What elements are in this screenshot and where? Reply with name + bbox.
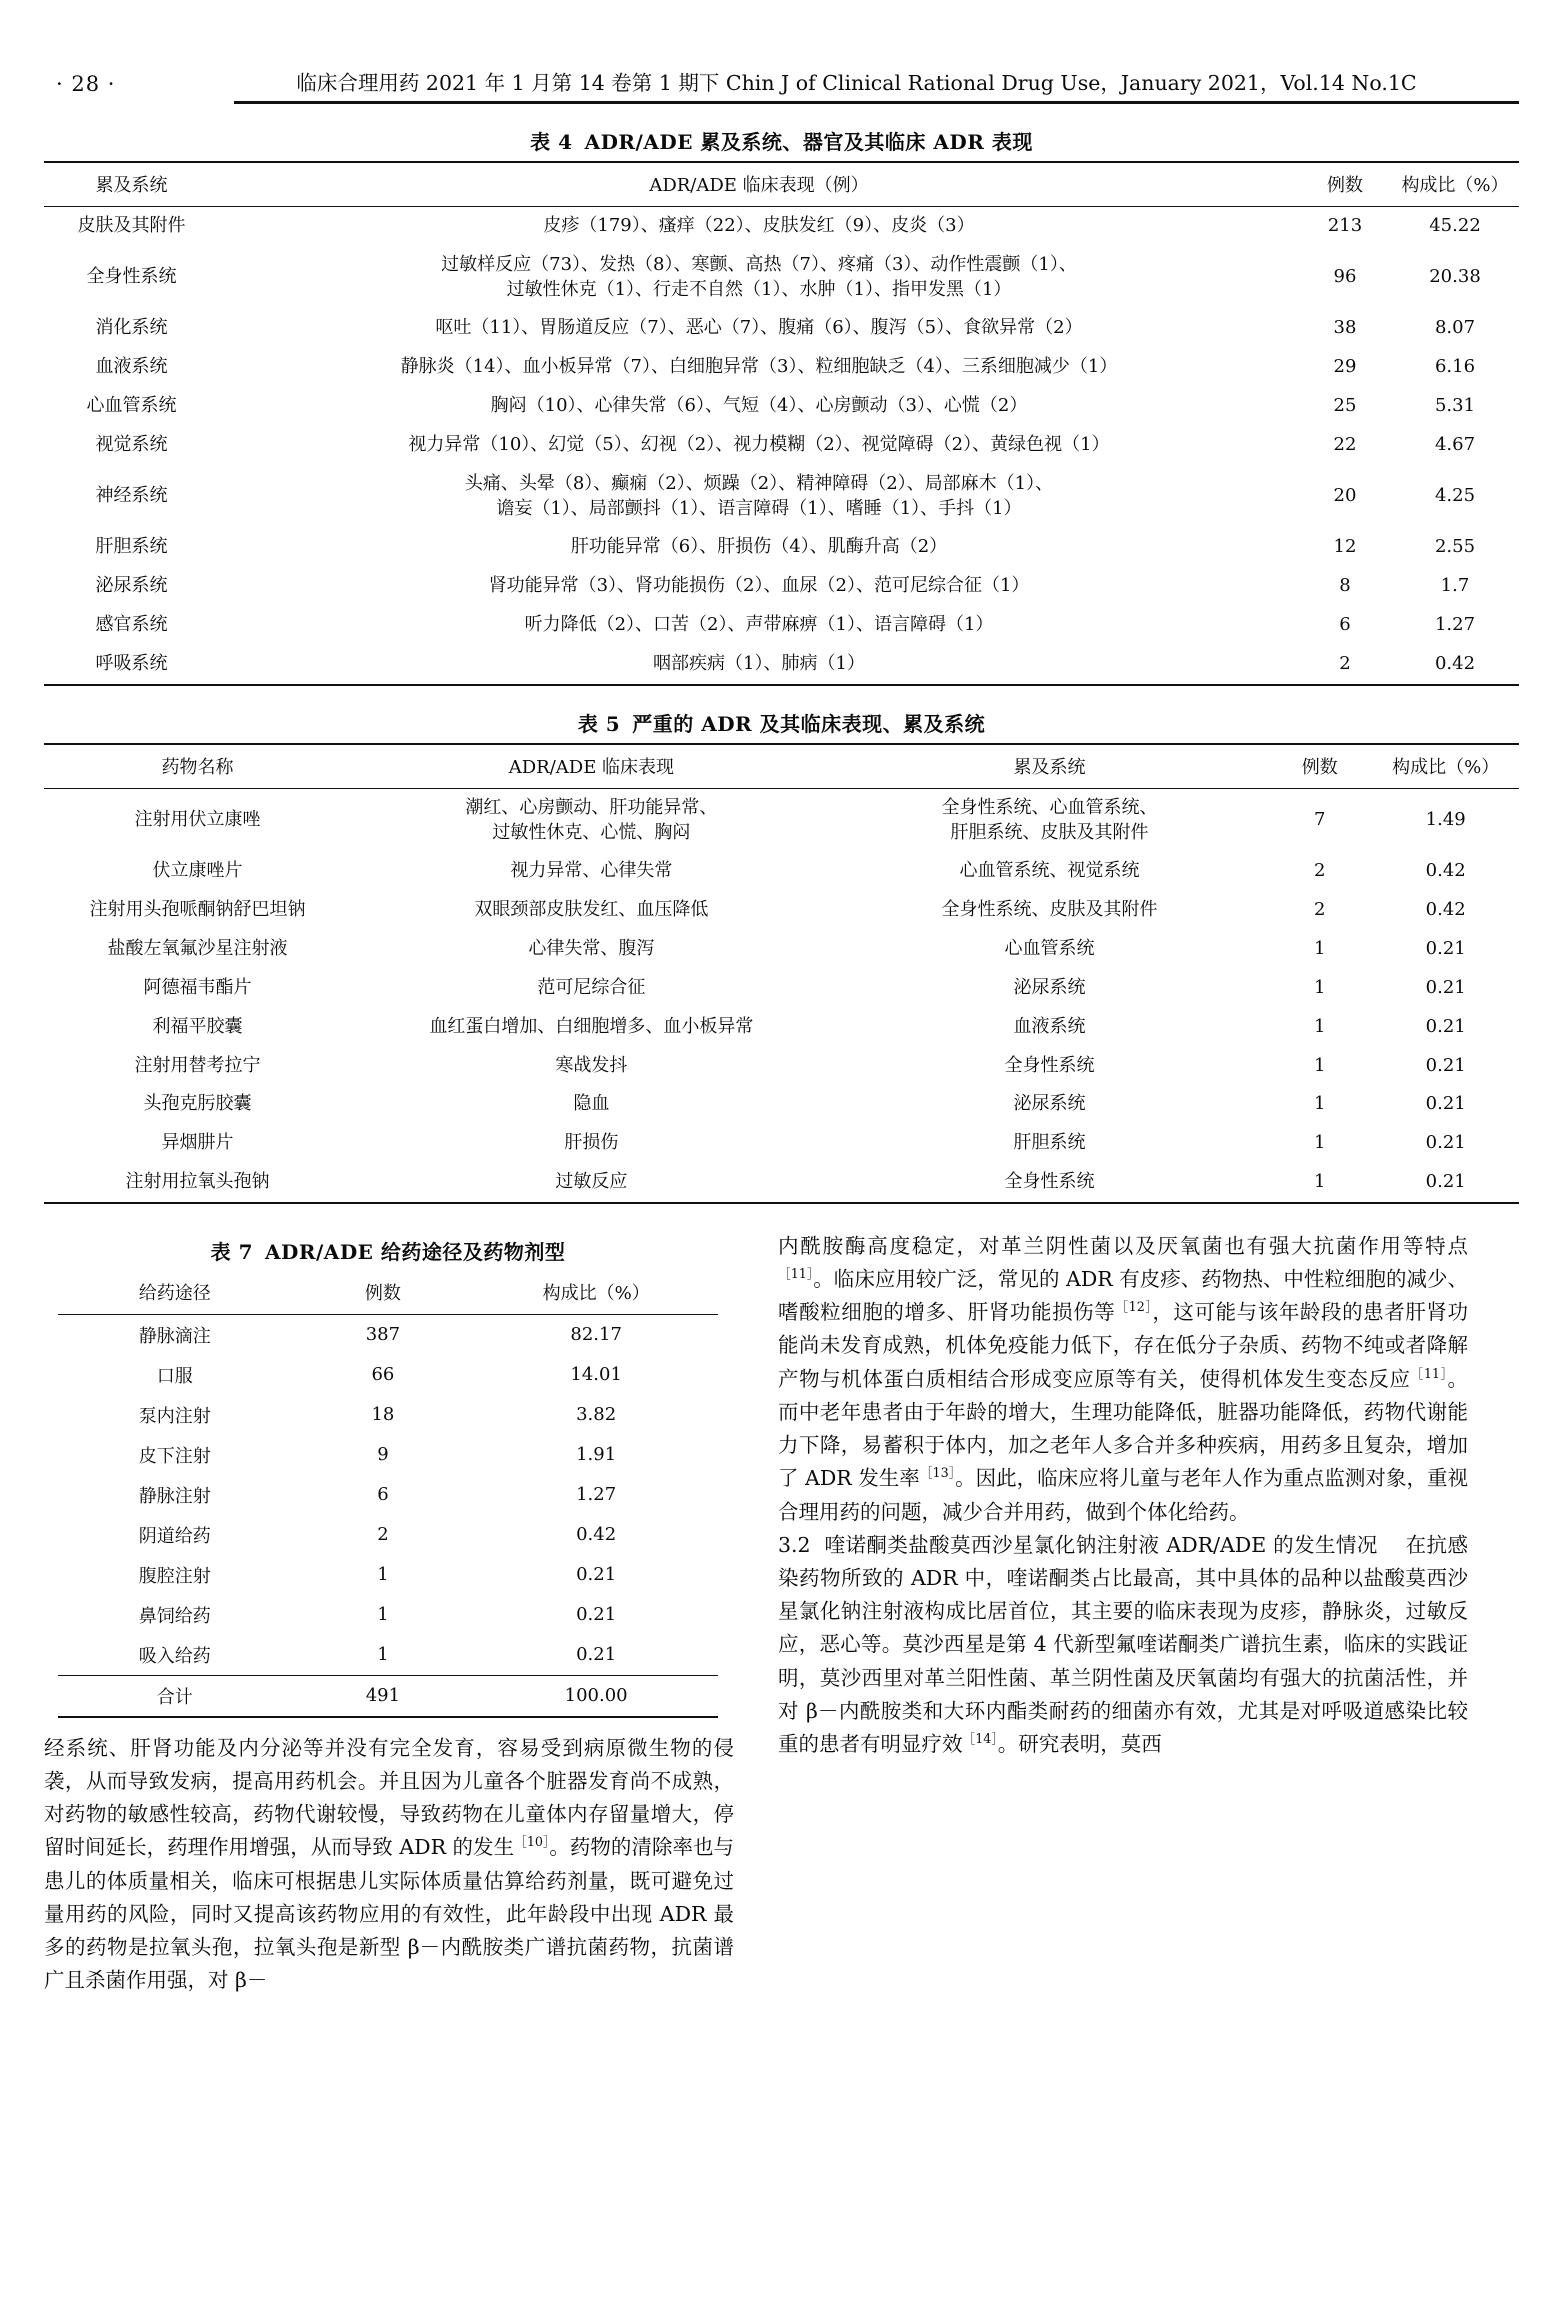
table5-caption: [44, 708, 1519, 737]
right-para-2b-text: 。研究表明，莫西: [997, 1731, 1162, 1756]
table5-cell-percent: 0.42: [1425, 860, 1466, 882]
table4-cell-manifest: 呕吐（11）、胃肠道反应（7）、恶心（7）、腹痛（6）、腹泻（5）、食欲异常（2）: [435, 317, 1083, 339]
table-row: [44, 528, 1519, 567]
right-para-1c-text: ，这可能与该年龄段的患者肝肾功能尚未发育成熟，机体免疫能力低下，存在低分子杂质、药物不纯或者降解产物与机体蛋白质相结合形成变应原等有关，使得机体发生变态反应: [778, 1300, 1469, 1391]
right-ref-11a: ［11］: [778, 1266, 814, 1282]
table4-cell-manifest: 肝功能异常（6）、肝损伤（4）、肌酶升高（2）: [570, 536, 948, 558]
table4-cell-manifest: 过敏样反应（73）、发热（8）、寒颤、高热（7）、疼痛（3）、动作性震颤（1）、 过敏性休克（1）、行走不自然（1）、水肿（1）、指甲发黑（1）: [441, 253, 1077, 300]
right-paragraph-1: [778, 1230, 1468, 1529]
table5-cell-count: 1: [1313, 1132, 1326, 1154]
table-row: [58, 1475, 718, 1515]
table5-cell-system: 全身性系统、皮肤及其附件: [941, 899, 1158, 921]
table4-col-count: 例数: [1299, 162, 1391, 207]
table4-cell-count: 22: [1333, 433, 1357, 455]
table-row: [58, 1314, 718, 1355]
table7-cell-count: 2: [377, 1524, 389, 1546]
table7-col-count: 例数: [292, 1271, 475, 1315]
table5-cell-percent: 0.21: [1425, 1132, 1466, 1154]
table-row: [58, 1595, 718, 1635]
table4-cell-manifest: 听力降低（2）、口苦（2）、声带麻痹（1）、语言障碍（1）: [524, 614, 994, 636]
table4-cell-system: 呼吸系统: [95, 652, 168, 674]
table-row: [44, 1085, 1519, 1124]
table-row: [44, 1124, 1519, 1163]
table4-cell-system: 神经系统: [95, 485, 168, 507]
table4-cell-percent: 0.42: [1434, 652, 1476, 674]
table7-total-row: [58, 1675, 718, 1716]
table-row: [44, 207, 1519, 246]
table4-cell-percent: 6.16: [1434, 356, 1476, 378]
right-column: [778, 1230, 1468, 1998]
table7-col-percent: 构成比（%）: [474, 1271, 718, 1315]
table4-cell-percent: 1.27: [1434, 614, 1476, 636]
table4-cell-system: 心血管系统: [86, 395, 177, 417]
table4-cell-manifest: 皮疹（179）、瘙痒（22）、皮肤发红（9）、皮炎（3）: [543, 215, 975, 236]
table5-cell-percent: 0.21: [1425, 938, 1466, 960]
table5-cell-drug: 阿德福韦酯片: [143, 976, 252, 998]
table7-cell-route: 静脉滴注: [138, 1325, 211, 1347]
table7-caption-text: ADR/ADE 给药途径及药物剂型: [265, 1239, 566, 1264]
table5-cell-percent: 0.21: [1425, 1015, 1466, 1037]
table7-body: [58, 1314, 718, 1716]
table-row: [44, 1008, 1519, 1047]
table7-caption-number: 表 7: [210, 1239, 254, 1264]
section-title-3-2: 喹诺酮类盐酸莫西沙星氯化钠注射液 ADR/ADE 的发生情况: [824, 1532, 1378, 1557]
table7-cell-percent: 82.17: [570, 1324, 622, 1346]
table-row: [44, 465, 1519, 529]
table4-cell-percent: 4.67: [1434, 433, 1476, 455]
table4-cell-percent: 20.38: [1429, 266, 1481, 288]
table4-cell-system: 血液系统: [95, 356, 168, 378]
table5-cell-count: 2: [1313, 860, 1326, 882]
table5-cell-system: 全身性系统、心血管系统、 肝胆系统、皮肤及其附件: [941, 796, 1158, 843]
table7-cell-percent: 0.21: [576, 1564, 617, 1586]
table4-cell-count: 2: [1339, 652, 1351, 674]
table5-cell-drug: 利福平胶囊: [152, 1015, 243, 1037]
table-row: [58, 1555, 718, 1595]
table4-cell-manifest: 胸闷（10）、心律失常（6）、气短（4）、心房颤动（3）、心慌（2）: [490, 395, 1028, 417]
table5-cell-percent: 0.21: [1425, 1093, 1466, 1115]
table5-cell-count: 1: [1313, 1015, 1326, 1037]
table5-cell-system: 肝胆系统: [1013, 1132, 1086, 1154]
table-row: [58, 1515, 718, 1555]
table7-cell-count: 1: [377, 1644, 389, 1666]
table7-cell-percent: 0.21: [576, 1604, 617, 1626]
table-row: [44, 606, 1519, 645]
table-row: [44, 309, 1519, 348]
table4-cell-system: 皮肤及其附件: [77, 215, 186, 236]
table4-caption-number: 表 4: [530, 130, 573, 154]
table5: [44, 743, 1519, 1202]
table5-caption-text: 严重的 ADR 及其临床表现、累及系统: [632, 711, 986, 736]
table5-cell-count: 2: [1313, 899, 1326, 921]
table4-caption-text: ADR/ADE 累及系统、器官及其临床 ADR 表现: [584, 130, 1033, 154]
table-row: [44, 567, 1519, 606]
table5-header-row: [44, 744, 1519, 789]
table5-caption-number: 表 5: [577, 711, 621, 736]
table7-cell-percent: 0.21: [576, 1644, 617, 1666]
table4-header-row: [44, 162, 1519, 207]
table4-cell-system: 肝胆系统: [95, 536, 168, 558]
table7-cell-route: 静脉注射: [138, 1485, 211, 1507]
table4-col-percent: 构成比（%）: [1391, 162, 1519, 207]
table7-cell-route: 阴道给药: [138, 1525, 211, 1547]
table7-cell-percent: 0.42: [576, 1524, 617, 1546]
table4-cell-count: 20: [1333, 485, 1357, 507]
table-row: [44, 969, 1519, 1008]
page-folio: · 28 ·: [56, 72, 116, 96]
table4-caption: [44, 126, 1519, 155]
table4-col-manifest: ADR/ADE 临床表现（例）: [219, 162, 1299, 207]
table4-cell-count: 8: [1339, 575, 1351, 597]
table4-cell-percent: 4.25: [1434, 485, 1476, 507]
table5-cell-count: 1: [1313, 1171, 1326, 1193]
table7-total-percent: 100.00: [474, 1675, 718, 1716]
table5-body: [44, 788, 1519, 1202]
table7-head: [58, 1271, 718, 1315]
table5-col-manifest: ADR/ADE 临床表现: [351, 744, 832, 789]
table5-cell-manifest: 潮红、心房颤动、肝功能异常、 过敏性休克、心慌、胸闷: [465, 796, 718, 843]
right-ref-14: ［14］: [962, 1731, 998, 1747]
table7-cell-percent: 1.91: [576, 1444, 617, 1466]
table-row: [44, 1163, 1519, 1202]
table7-cell-count: 1: [377, 1604, 389, 1626]
table5-cell-count: 1: [1313, 1054, 1326, 1076]
table5-cell-system: 全身性系统: [1004, 1171, 1095, 1193]
right-ref-11b: ［11］: [1410, 1365, 1448, 1381]
table-row: [44, 246, 1519, 310]
right-ref-12: ［12］: [1115, 1299, 1153, 1315]
table4-cell-percent: 5.31: [1434, 395, 1476, 417]
table4-cell-manifest: 静脉炎（14）、血小板异常（7）、白细胞异常（3）、粒细胞缺乏（4）、三系细胞减少（1）: [400, 356, 1118, 378]
table5-cell-count: 7: [1313, 809, 1326, 831]
table-row: [58, 1395, 718, 1435]
table4-cell-manifest: 头痛、头晕（8）、癫痫（2）、烦躁（2）、精神障碍（2）、局部麻木（1）、 谵妄（1）、局部颤抖（1）、语言障碍（1）、嗜睡（1）、手抖（1）: [464, 472, 1054, 519]
table-row: [44, 348, 1519, 387]
table5-col-drug: 药物名称: [44, 744, 351, 789]
table5-cell-percent: 1.49: [1425, 809, 1466, 831]
table4-head: [44, 162, 1519, 207]
table7-col-route: 给药途径: [58, 1271, 292, 1315]
header-rule: [234, 101, 1519, 104]
table5-cell-percent: 0.42: [1425, 899, 1466, 921]
table-row: [58, 1635, 718, 1676]
right-para-1-text: 内酰胺酶高度稳定，对革兰阴性菌以及厌氧菌也有强大抗菌作用等特点: [778, 1233, 1468, 1258]
table4-cell-percent: 2.55: [1434, 536, 1476, 558]
table5-cell-count: 1: [1313, 976, 1326, 998]
left-body-text: [44, 1732, 734, 1998]
table7-cell-count: 6: [377, 1484, 389, 1506]
table7-cell-percent: 1.27: [576, 1484, 617, 1506]
table4-col-system: 累及系统: [44, 162, 219, 207]
table-row: [58, 1355, 718, 1395]
table4-cell-system: 泌尿系统: [95, 575, 168, 597]
table5-cell-manifest: 寒战发抖: [555, 1054, 628, 1076]
table5-cell-system: 心血管系统: [1004, 938, 1095, 960]
right-paragraph-2: [778, 1529, 1468, 1761]
table7-cell-percent: 3.82: [576, 1404, 617, 1426]
table5-cell-drug: 异烟肼片: [161, 1132, 234, 1154]
left-para-1b-text: 。药物的清除率也与患儿的体质量相关，临床可根据患儿实际体质量估算给药剂量，既可避免过量用药的风险，同时又提高该药物应用的有效性，此年龄段中出现 ADR 最多的药物是拉氧头孢，拉氧头孢是新型 β－内酰胺类广谱抗菌药物，抗菌谱广且杀菌作用强，对 β－: [44, 1835, 735, 1993]
table-row: [44, 387, 1519, 426]
table-row: [58, 1435, 718, 1475]
table7: [58, 1271, 718, 1716]
table5-col-percent: 构成比（%）: [1372, 744, 1519, 789]
table-row: [44, 891, 1519, 930]
table7-cell-route: 口服: [156, 1365, 193, 1387]
table4-cell-count: 96: [1333, 266, 1357, 288]
right-para-1d-text: 。而中老年患者由于年龄的增大，生理功能降低，脏器功能降低，药物代谢能力下降，易蓄积于体内，加之老年人多合并多种疾病，用药多且复杂，增加了 ADR 发生率: [778, 1366, 1468, 1491]
table4-cell-percent: 1.7: [1440, 575, 1470, 597]
table5-cell-manifest: 肝损伤: [564, 1132, 619, 1154]
table5-head: [44, 744, 1519, 789]
table5-cell-percent: 0.21: [1425, 976, 1466, 998]
table7-cell-count: 66: [371, 1364, 395, 1386]
table5-cell-system: 心血管系统、视觉系统: [959, 860, 1140, 882]
left-column: [44, 1230, 734, 1998]
table7-cell-count: 387: [365, 1324, 401, 1346]
running-head: [44, 52, 1519, 96]
table7-cell-route: 皮下注射: [138, 1445, 211, 1467]
table7-cell-count: 18: [371, 1404, 395, 1426]
table4-cell-manifest: 视力异常（10）、幻觉（5）、幻视（2）、视力模糊（2）、视觉障碍（2）、黄绿色视（1）: [408, 433, 1110, 455]
right-para-1b-text: 。临床应用较广泛，常见的 ADR 有皮疹、药物热、中性粒细胞的减少、嗜酸粒细胞的增多、肝肾功能损伤等: [778, 1267, 1468, 1325]
table5-cell-count: 1: [1313, 938, 1326, 960]
table5-cell-count: 1: [1313, 1093, 1326, 1115]
table7-cell-count: 1: [377, 1564, 389, 1586]
table-row: [44, 788, 1519, 852]
table5-cell-manifest: 过敏反应: [555, 1171, 628, 1193]
table7-cell-route: 腹腔注射: [138, 1565, 211, 1587]
table4-cell-count: 6: [1339, 614, 1351, 636]
table4-cell-system: 视觉系统: [95, 433, 168, 455]
table5-cell-manifest: 隐血: [573, 1093, 610, 1115]
table5-cell-drug: 注射用替考拉宁: [134, 1054, 261, 1076]
table5-cell-drug: 注射用伏立康唑: [134, 809, 261, 831]
table5-col-count: 例数: [1267, 744, 1372, 789]
left-paragraph-1: [44, 1732, 734, 1998]
table5-cell-percent: 0.21: [1425, 1171, 1466, 1193]
table5-bottom-rule: [44, 1202, 1519, 1204]
left-para-1-text: 经系统、肝肾功能及内分泌等并没有完全发育，容易受到病原微生物的侵袭，从而导致发病，提高用药机会。并且因为儿童各个脏器发育尚不成熟，对药物的敏感性较高，药物代谢较慢，导致药物在儿童体内存留量增大，停留时间延长，药理作用增强，从而导致 ADR 的发生: [44, 1735, 734, 1860]
table4-cell-count: 12: [1333, 536, 1357, 558]
table4-cell-system: 全身性系统: [86, 266, 177, 288]
table5-cell-manifest: 血红蛋白增加、白细胞增多、血小板异常: [429, 1015, 754, 1037]
table-row: [44, 930, 1519, 969]
table-row: [44, 852, 1519, 891]
table5-cell-drug: 盐酸左氧氟沙星注射液: [107, 938, 288, 960]
table5-cell-manifest: 视力异常、心律失常: [510, 860, 673, 882]
table7-cell-route: 泵内注射: [138, 1405, 211, 1427]
table5-cell-drug: 头孢克肟胶囊: [143, 1093, 252, 1115]
table-row: [44, 645, 1519, 684]
table5-cell-drug: 注射用拉氧头孢钠: [125, 1171, 270, 1193]
table5-cell-drug: 伏立康唑片: [152, 860, 243, 882]
table4-cell-count: 25: [1333, 395, 1357, 417]
table7-cell-count: 9: [377, 1444, 389, 1466]
table5-cell-drug: 注射用头孢哌酮钠舒巴坦钠: [89, 899, 306, 921]
lower-two-column-region: [44, 1230, 1519, 1998]
table4-cell-system: 消化系统: [95, 317, 168, 339]
table7-total-count: 491: [292, 1675, 475, 1716]
table5-cell-percent: 0.21: [1425, 1054, 1466, 1076]
left-ref-10: ［10］: [514, 1834, 550, 1850]
table4-cell-count: 29: [1333, 356, 1357, 378]
table-row: [44, 1047, 1519, 1086]
table-row: [44, 426, 1519, 465]
table4-bottom-rule: [44, 684, 1519, 686]
table7-wrapper: [58, 1236, 718, 1718]
table4-cell-count: 213: [1327, 215, 1363, 236]
table7-caption: [58, 1236, 718, 1265]
table4-body: [44, 207, 1519, 684]
table4-cell-manifest: 咽部疾病（1）、肺病（1）: [653, 652, 865, 674]
table5-cell-manifest: 双眼颈部皮肤发红、血压降低: [474, 899, 709, 921]
table5-cell-system: 全身性系统: [1004, 1054, 1095, 1076]
table7-bottom-rule: [58, 1716, 718, 1718]
table5-cell-system: 血液系统: [1013, 1015, 1086, 1037]
table5-cell-manifest: 范可尼综合征: [537, 976, 646, 998]
table5-cell-manifest: 心律失常、腹泻: [528, 938, 655, 960]
table7-cell-percent: 14.01: [570, 1364, 622, 1386]
table7-cell-route: 吸入给药: [138, 1645, 211, 1667]
table5-cell-system: 泌尿系统: [1013, 1093, 1086, 1115]
right-ref-13: ［13］: [919, 1465, 956, 1481]
table4-cell-percent: 8.07: [1434, 317, 1476, 339]
table7-total-label: 合计: [58, 1675, 292, 1716]
table4-cell-percent: 45.22: [1429, 215, 1481, 236]
table4-cell-count: 38: [1333, 317, 1357, 339]
right-para-2-text: 在抗感染药物所致的 ADR 中，喹诺酮类占比最高，其中具体的品种以盐酸莫西沙星氯化钠注射液构成比居首位，其主要的临床表现为皮疹，静脉炎，过敏反应，恶心等。莫沙西星是第 4 代新型氟喹诺酮类广谱抗生素，临床的实践证明，莫沙西里对革兰阳性菌、革兰阴性菌及厌氧菌均有强大的抗菌活性，并对 β－内酰胺类和大环内酯类耐药的细菌亦有效，尤其是对呼吸道感染比较重的患者有明显疗效: [778, 1532, 1468, 1756]
table5-cell-system: 泌尿系统: [1013, 976, 1086, 998]
table4-cell-system: 感官系统: [95, 614, 168, 636]
right-body-text: [778, 1230, 1468, 1761]
table4: [44, 161, 1519, 684]
table4-cell-manifest: 肾功能异常（3）、肾功能损伤（2）、血尿（2）、范可尼综合征（1）: [488, 575, 1030, 597]
journal-title-line: 临床合理用药 2021 年 1 月第 14 卷第 1 期下 Chin J of Clinical Rational Drug Use，January 2021，Vol.14 No.1C: [296, 71, 1417, 95]
section-number-3-2: 3.2: [778, 1532, 811, 1557]
right-para-1e-text: 。因此，临床应将儿童与老年人作为重点监测对象，重视合理用药的问题，减少合并用药，做到个体化给药。: [778, 1466, 1469, 1524]
table7-header-row: [58, 1271, 718, 1315]
table5-col-system: 累及系统: [832, 744, 1267, 789]
table7-cell-route: 鼻饲给药: [138, 1605, 211, 1627]
